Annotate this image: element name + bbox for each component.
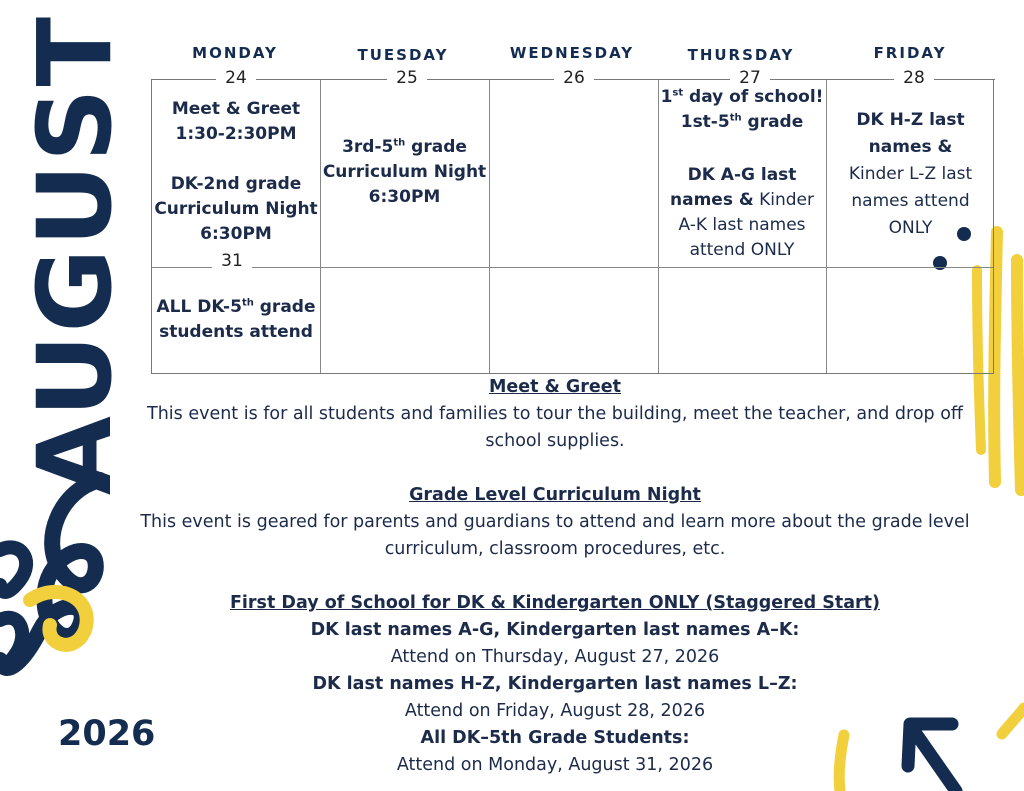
day-header-thursday: THURSDAY xyxy=(687,46,795,64)
event-line: 6:30PM xyxy=(368,187,441,207)
date-28: 28 xyxy=(894,68,934,88)
event-line: Kinder L-Z last xyxy=(848,164,973,184)
note-group-3: All DK–5th Grade Students: xyxy=(420,728,690,748)
note-body-curriculum-night: This event is geared for parents and guardians to attend and learn more about the grade level curriculum, classroom procedures, etc. xyxy=(140,512,970,559)
note-title-meet-greet: Meet & Greet xyxy=(488,377,622,397)
calendar-grid xyxy=(151,68,994,374)
event-line: 1:30-2:30PM xyxy=(175,124,297,144)
day-header-wednesday: WEDNESDAY xyxy=(509,44,635,62)
cell-tue-25 xyxy=(320,135,489,210)
note-group-2: DK last names H-Z, Kindergarten last names L–Z: xyxy=(312,674,798,694)
event-line: 6:30PM xyxy=(200,224,272,244)
event-notes xyxy=(110,374,1000,779)
date-25: 25 xyxy=(387,68,427,88)
event-line: 3rd-5th grade xyxy=(342,137,467,157)
date-31: 31 xyxy=(212,251,252,271)
event-line: 1st-5th grade xyxy=(680,112,804,132)
cell-mon-31 xyxy=(152,295,320,345)
note-group-1: DK last names A-G, Kindergarten last names A–K: xyxy=(310,620,800,640)
grid-line xyxy=(489,79,490,373)
day-header-tuesday: TUESDAY xyxy=(357,46,449,64)
event-line: names & xyxy=(868,137,953,157)
date-27: 27 xyxy=(730,68,770,88)
grid-line xyxy=(152,267,993,268)
date-24: 24 xyxy=(216,68,256,88)
event-line: DK A-G last xyxy=(687,165,797,185)
cell-thu-27 xyxy=(658,85,826,263)
event-line: ONLY xyxy=(888,218,933,238)
note-group-1-date: Attend on Thursday, August 27, 2026 xyxy=(390,647,720,667)
note-group-2-date: Attend on Friday, August 28, 2026 xyxy=(404,701,706,721)
event-line: 1st day of school! xyxy=(660,87,824,107)
note-title-first-day: First Day of School for DK & Kindergarten ONLY (Staggered Start) xyxy=(229,593,881,613)
cell-fri-28 xyxy=(826,107,995,242)
day-header-friday: FRIDAY xyxy=(873,44,947,62)
cell-mon-24 xyxy=(152,97,320,247)
event-line: A-K last names xyxy=(678,215,806,235)
event-line: Meet & Greet xyxy=(171,99,301,119)
event-line: DK H-Z last xyxy=(856,110,965,130)
event-line: names attend xyxy=(851,191,970,211)
note-body-meet-greet: This event is for all students and families to tour the building, meet the teacher, and drop off school supplies. xyxy=(147,404,963,451)
date-26: 26 xyxy=(554,68,594,88)
event-line: Curriculum Night xyxy=(154,199,318,219)
month-title: AUGUST xyxy=(16,14,135,496)
day-headers xyxy=(151,44,994,66)
event-line: ALL DK-5th grade xyxy=(156,297,316,317)
year-label: 2026 xyxy=(58,714,156,754)
note-title-curriculum-night: Grade Level Curriculum Night xyxy=(409,485,701,505)
event-line: students attend xyxy=(159,322,313,342)
event-line: names & Kinder xyxy=(670,190,814,210)
day-header-monday: MONDAY xyxy=(192,44,278,62)
event-line: attend ONLY xyxy=(689,240,795,260)
note-group-3-date: Attend on Monday, August 31, 2026 xyxy=(396,755,714,775)
grid-line xyxy=(320,79,321,373)
event-line: Curriculum Night xyxy=(322,162,487,182)
event-line: DK-2nd grade xyxy=(170,174,302,194)
